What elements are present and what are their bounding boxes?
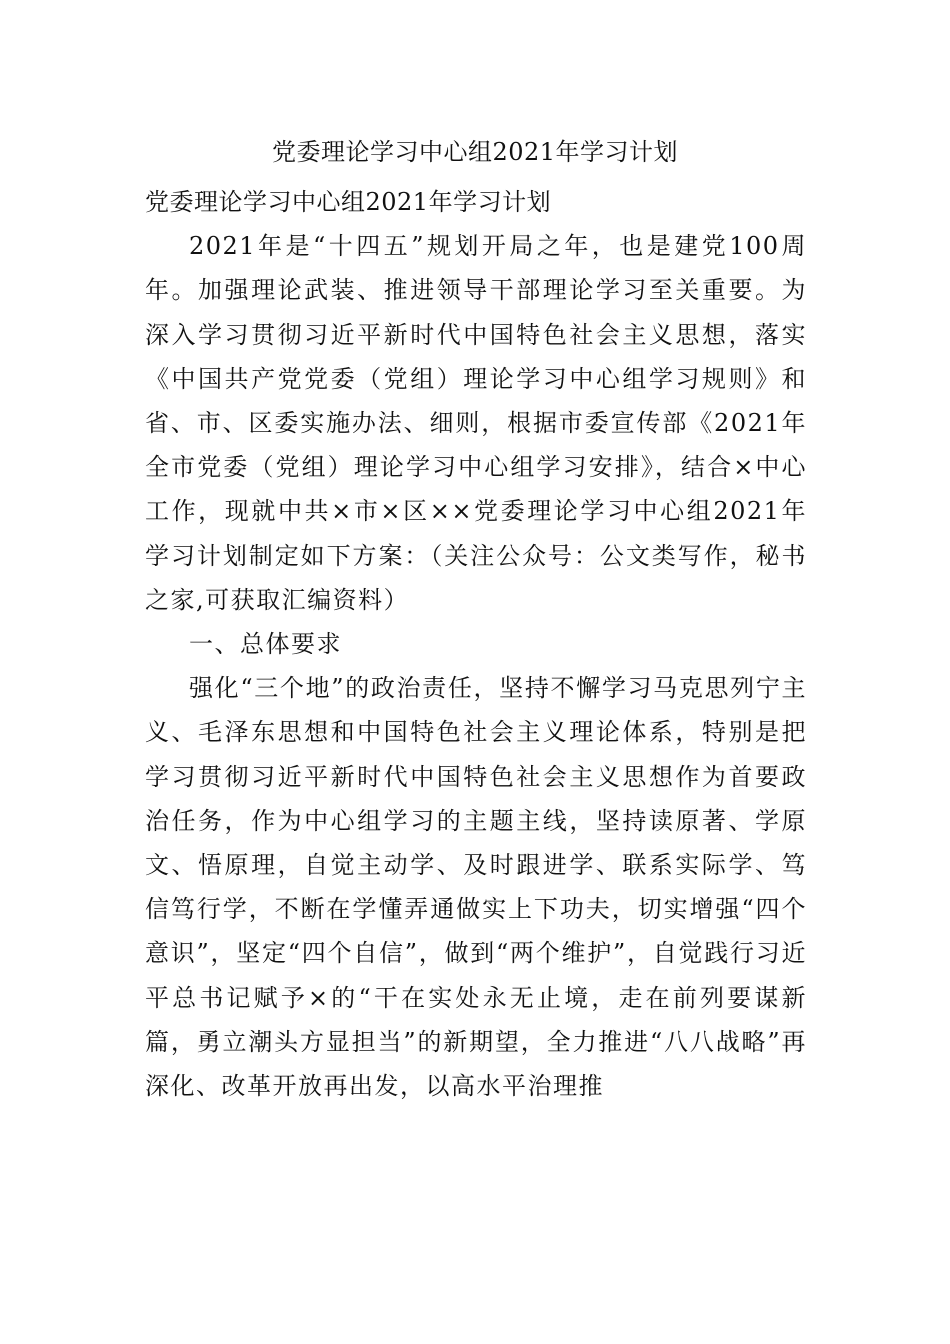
document-title: 党委理论学习中心组2021年学习计划 — [271, 138, 679, 166]
document-subtitle: 党委理论学习中心组2021年学习计划 — [145, 188, 552, 216]
document-body — [145, 180, 807, 1108]
paragraph-general-requirements: 强化“三个地”的政治责任，坚持不懈学习马克思列宁主义、毛泽东思想和中国特色社会主义理论体系，特别是把学习贯彻习近平新时代中国特色社会主义思想作为首要政治任务，作为中心组学习的主题主线，坚持读原著、学原文、悟原理，自觉主动学、及时跟进学、联系实际学、笃信笃行学，不断在学懂弄通做实上下功夫，切实增强“四个意识”，坚定“四个自信”，做到“两个维护”，自觉践行习近平总书记赋予×的“干在实处永无止境，走在前列要谋新篇，勇立潮头方显担当”的新期望，全力推进“八八战略”再深化、改革开放再出发，以高水平治理推 — [145, 674, 807, 1101]
paragraph-intro: 2021年是“十四五”规划开局之年，也是建党100周年。加强理论武装、推进领导干部理论学习至关重要。为深入学习贯彻习近平新时代中国特色社会主义思想，落实《中国共产党党委（党组）理论学习中心组学习规则》和省、市、区委实施办法、细则，根据市委宣传部《2021年全市党委（党组）理论学习中心组学习安排》，结合×中心工作，现就中共×市×区××党委理论学习中心组2021年学习计划制定如下方案：（关注公众号：公文类写作，秘书之家,可获取汇编资料） — [145, 232, 807, 614]
section-heading-general-requirements: 一、总体要求 — [189, 630, 342, 659]
